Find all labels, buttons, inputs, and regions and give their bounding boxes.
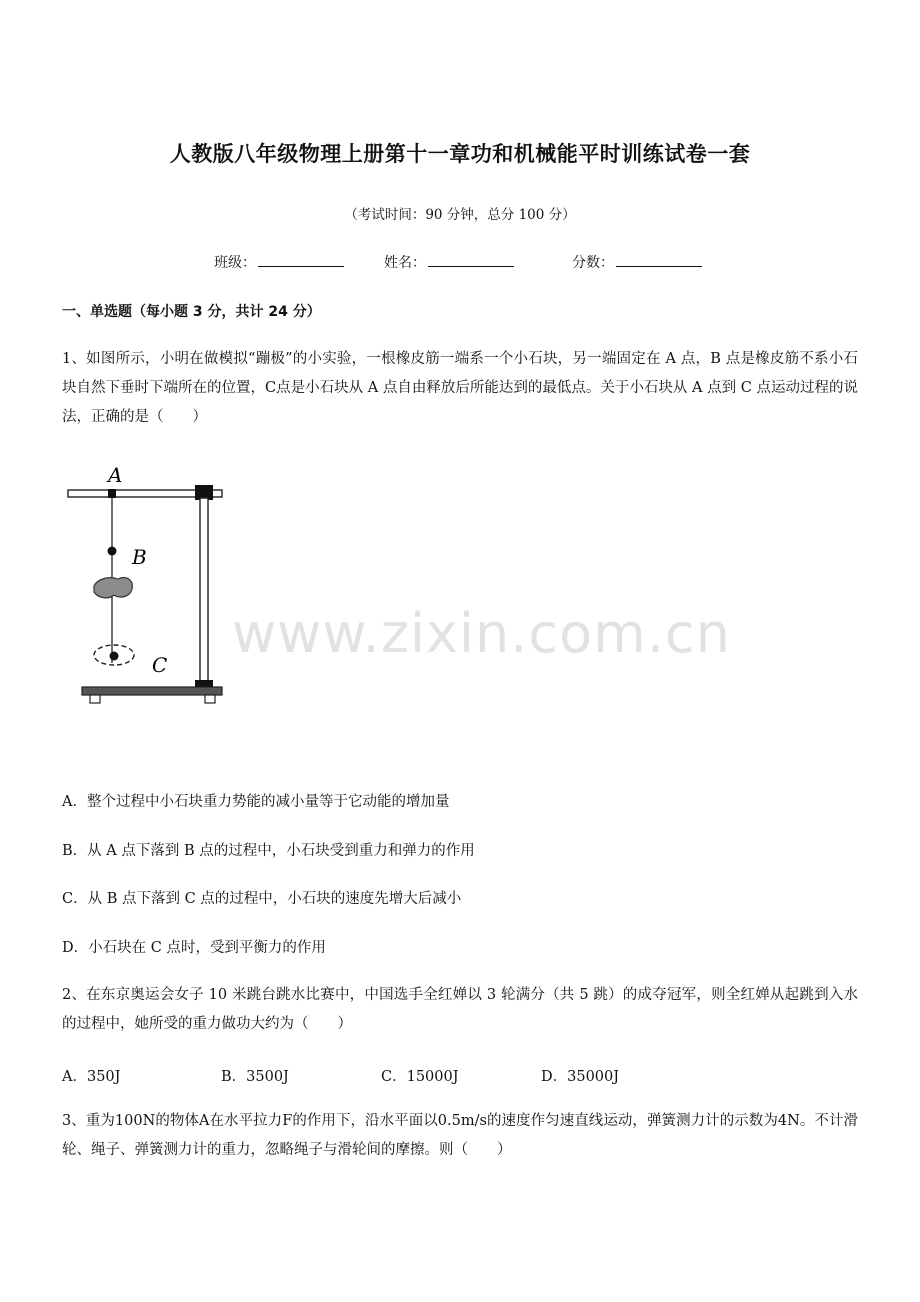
base-foot-left [90, 695, 100, 703]
q2-option-d[interactable]: D．35000J [541, 1069, 620, 1085]
section-title-single-choice: 一、单选题（每小题 3 分，共计 24 分） [62, 304, 321, 320]
score-field[interactable] [572, 252, 702, 272]
vertical-pole [200, 498, 208, 688]
q2-option-c[interactable]: C．15000J [381, 1069, 459, 1085]
bungee-experiment-figure [62, 458, 232, 710]
class-blank[interactable] [258, 252, 344, 267]
base-foot-right [205, 695, 215, 703]
name-field[interactable] [384, 252, 514, 272]
q1-option-b[interactable]: B．从 A 点下落到 B 点的过程中，小石块受到重力和弹力的作用 [62, 843, 475, 859]
watermark: www.zixin.com.cn [232, 602, 731, 665]
name-blank[interactable] [428, 252, 514, 267]
class-label: 班级： [214, 255, 256, 271]
point-b-marker [108, 547, 117, 556]
label-a: A [108, 463, 123, 487]
question-1-stem: 1、如图所示，小明在做模拟“蹦极”的小实验，一根橡皮筋一端系一个小石块，另一端固定在 A 点，B 点是橡皮筋不系小石块自然下垂时下端所在的位置，C点是小石块从 A 点自由释放后所能达到的最低点。关于小石块从 A 点到 C 点运动过程的说法，正确的是（ ） [62, 351, 858, 425]
label-c: C [152, 653, 168, 677]
exam-info-subtitle: （考试时间：90 分钟，总分 100 分） [344, 207, 576, 223]
base-plate [82, 687, 222, 695]
question-2-stem: 2、在东京奥运会女子 10 米跳台跳水比赛中，中国选手全红婵以 3 轮满分（共 5 跳）的成夺冠军，则全红婵从起跳到入水的过程中，她所受的重力做功大约为（ ） [62, 987, 858, 1032]
point-a-marker [108, 489, 116, 498]
q1-option-c[interactable]: C．从 B 点下落到 C 点的过程中，小石块的速度先增大后减小 [62, 891, 462, 907]
stone [94, 578, 132, 598]
class-field[interactable] [214, 252, 344, 272]
q1-option-a[interactable]: A．整个过程中小石块重力势能的减小量等于它动能的增加量 [62, 794, 450, 810]
score-label: 分数： [572, 255, 614, 271]
name-label: 姓名： [384, 255, 426, 271]
q2-option-a[interactable]: A．350J [62, 1069, 121, 1085]
question-3-stem: 3、重为100N的物体A在水平拉力F的作用下，沿水平面以0.5m/s的速度作匀速直线运动，弹簧测力计的示数为4N。不计滑轮、绳子、弹簧测力计的重力，忽略绳子与滑轮间的摩擦。则（ ） [62, 1113, 858, 1158]
q2-option-b[interactable]: B．3500J [221, 1069, 289, 1085]
q1-option-d[interactable]: D．小石块在 C 点时，受到平衡力的作用 [62, 940, 326, 956]
score-blank[interactable] [616, 252, 702, 267]
label-b: B [132, 545, 147, 569]
page-title: 人教版八年级物理上册第十一章功和机械能平时训练试卷一套 [169, 142, 751, 166]
point-c-marker [110, 652, 119, 661]
